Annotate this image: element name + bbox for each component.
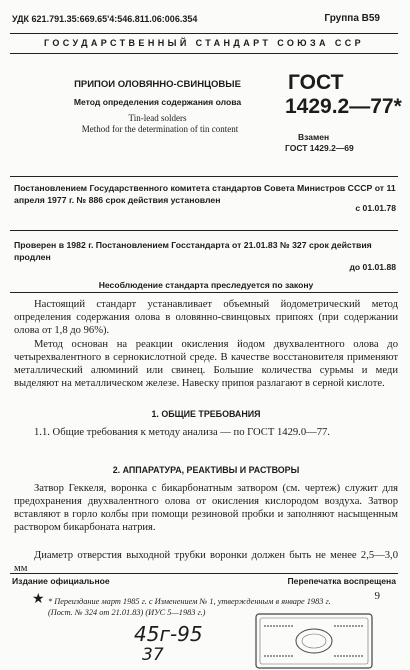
decree-rule [10, 230, 398, 231]
funnel-paragraph: Диаметр отверстия выходной трубки воронки должен быть не менее 2,5—3,0 мм [14, 550, 398, 574]
replaces-standard: ГОСТ 1429.2—69 [285, 143, 354, 153]
replaces-label: Взамен [298, 132, 330, 142]
official-edition-label: Издание официальное [12, 576, 110, 586]
general-requirements-paragraph: 1.1. Общие требования к методу анализа — по ГОСТ 1429.0—77. [34, 427, 330, 438]
top-rule [10, 33, 398, 34]
handwritten-number: 37 [142, 645, 164, 665]
decree-text: Постановлением Государственного комитета стандартов Совета Министров СССР от 11 апреля 1977 г. № 886 срок действия установлен [14, 183, 396, 205]
validity-date: до 01.01.88 [349, 262, 396, 272]
banner-rule [10, 53, 398, 54]
body-rule [10, 292, 398, 293]
gost-label: ГОСТ [288, 71, 344, 94]
english-title: Tin-lead solders [128, 113, 187, 123]
method-paragraph: Метод основан на реакции окисления йодом двухвалентного олова до четырехвалентного в сернокислотной среде. В качестве восстановителя применяют металлический алюминий или свинец. Большие количества сурьмы и меди выделяют на металлическом железе. Навеску припоя разлагают в серной кислоте. [14, 339, 398, 389]
handwritten-note: 45г-95 [134, 622, 203, 646]
group-code: Группа В59 [324, 13, 380, 24]
star-icon: ★ [32, 592, 45, 607]
udc-code: УДК 621.791.35:669.65'4:546.811.06:006.354 [12, 14, 198, 24]
page-number: 9 [374, 590, 380, 602]
library-stamp [254, 612, 374, 670]
document-title: ПРИПОИ ОЛОВЯННО-СВИНЦОВЫЕ [74, 79, 241, 90]
reprint-footnote: * Переиздание март 1985 г. с Изменением № 1, утвержденным в январе 1983 г. (Пост. № 324 от 21.01.83) (ИУС 5—1983 г.) [48, 597, 331, 617]
gost-number: 1429.2—77* [285, 95, 402, 118]
footer-rule [10, 573, 398, 574]
document-subtitle: Метод определения содержания олова [73, 97, 242, 107]
reprint-prohibited-label: Перепечатка воспрещена [287, 576, 396, 586]
english-subtitle: Method for the determination of tin content [81, 124, 239, 134]
section-heading-general: 1. ОБЩИЕ ТРЕБОВАНИЯ [151, 409, 261, 419]
intro-paragraph: Настоящий стандарт устанавливает объемный йодометрический метод определения содержания олова в оловянно-свинцовых припоях (при содержании олова от 1,8 до 96%). [14, 299, 398, 336]
legal-notice: Несоблюдение стандарта преследуется по закону [98, 280, 314, 290]
title-block-rule [10, 176, 398, 177]
section-heading-apparatus: 2. АППАРАТУРА, РЕАКТИВЫ И РАСТВОРЫ [112, 465, 300, 475]
apparatus-paragraph: Затвор Геккеля, воронка с бикарбонатным затвором (см. чертеж) служит для предохранения двухвалентного олова от окисления кислородом воздуха. Затвор вставляют в горло колбы при помощи резиновой пробки и заполняют насыщенным раствором бикарбоната натрия. [14, 483, 398, 533]
state-standard-banner: ГОСУДАРСТВЕННЫЙ СТАНДАРТ СОЮЗА ССР [43, 38, 365, 48]
effective-date: с 01.01.78 [355, 203, 396, 213]
revision-note: Проверен в 1982 г. Постановлением Госстандарта от 21.01.83 № 327 срок действия продлен [14, 240, 372, 262]
